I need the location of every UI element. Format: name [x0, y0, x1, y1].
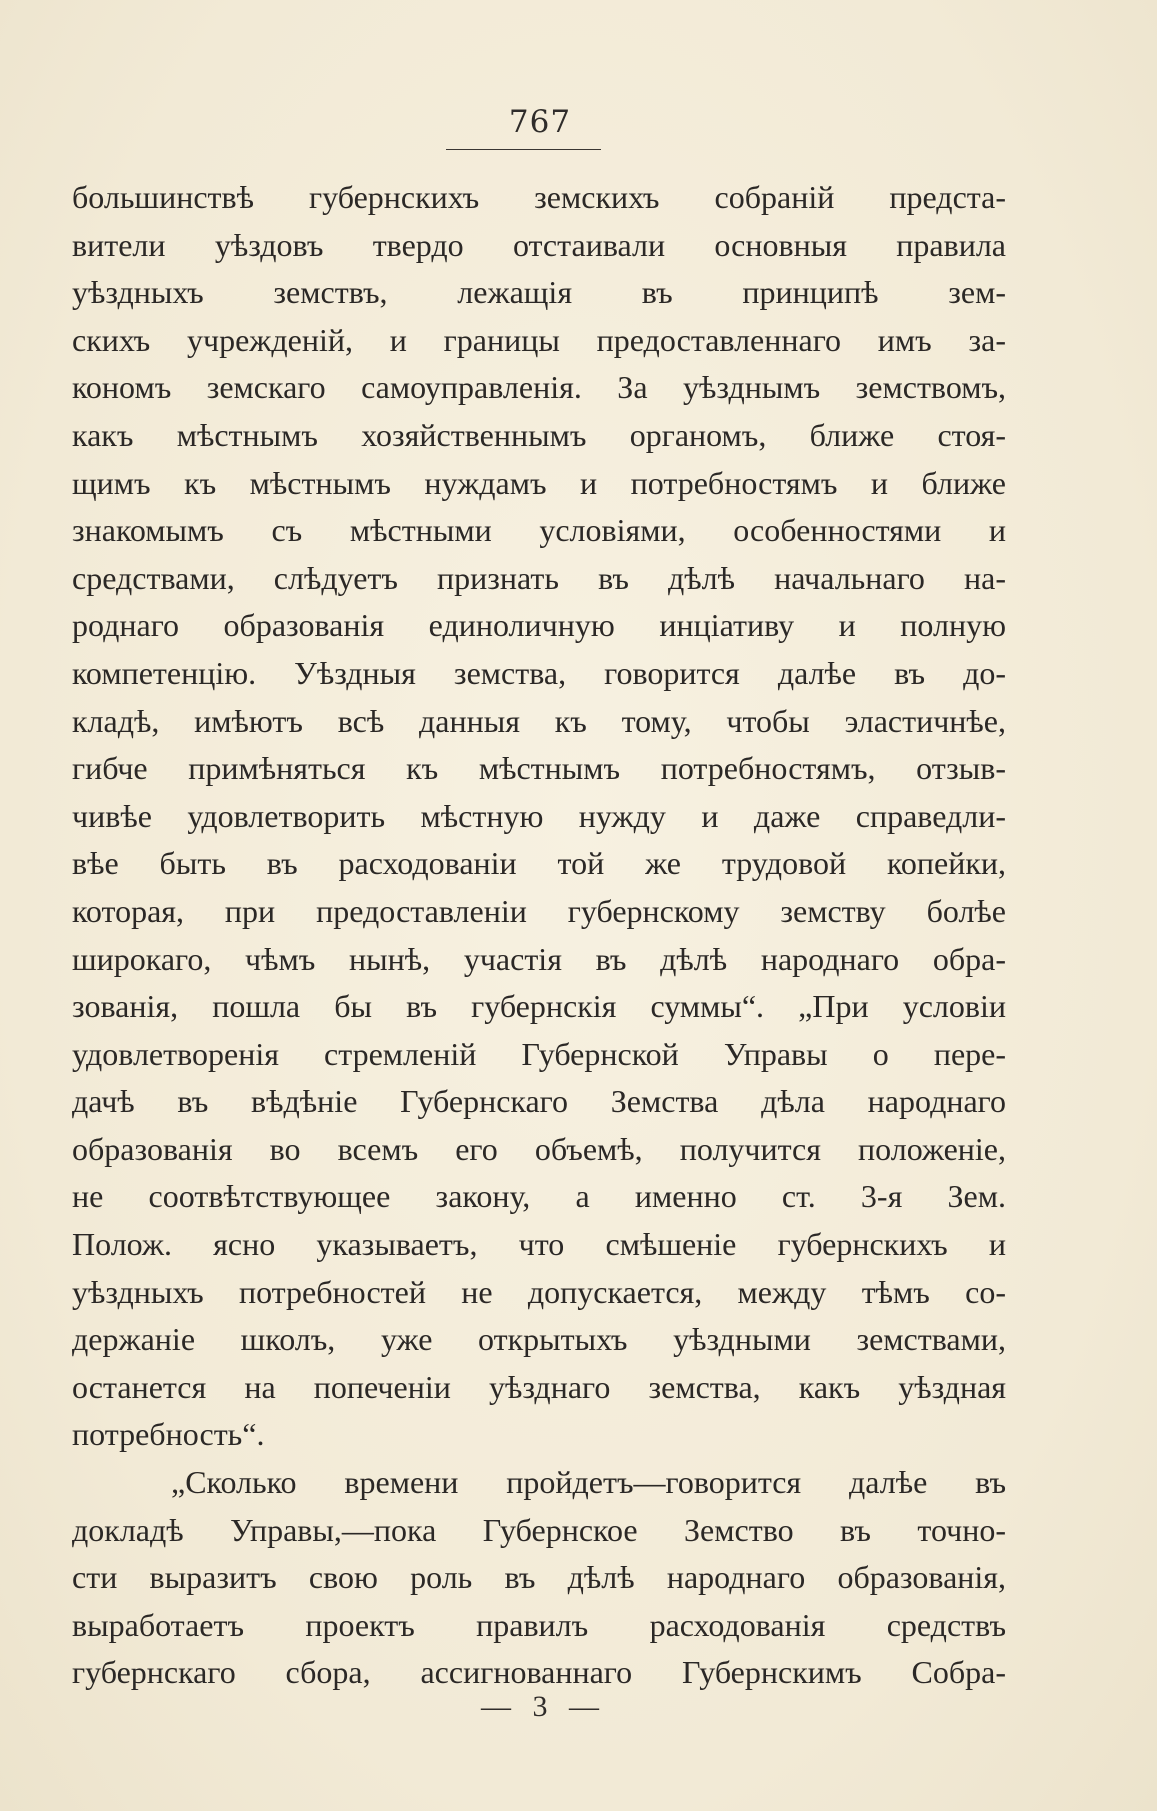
text-line-paragraph-end: потребность“. [72, 1416, 265, 1453]
text-line: выработаетъ проектъ правилъ расходованія средствъ [72, 1606, 1006, 1643]
text-line: большинствѣ губернскихъ земскихъ собраній предста- [72, 179, 1006, 215]
text-line: вѣе быть въ расходованіи той же трудовой копейки, [72, 845, 1006, 882]
text-line: удовлетворенія стремленій Губернской Управы о пере- [72, 1035, 1006, 1072]
text-line: чивѣе удовлетворить мѣстную нужду и даже справедли- [72, 797, 1006, 834]
text-line: кладѣ, имѣютъ всѣ данныя къ тому, чтобы эластичнѣе, [72, 702, 1006, 739]
text-line: зованія, пошла бы въ губернскія суммы“. „При условіи [72, 988, 1006, 1025]
text-line: образованія во всемъ его объемѣ, получится положеніе, [72, 1130, 1006, 1167]
body-text [72, 174, 1006, 1697]
text-line: уѣздныхъ потребностей не допускается, между тѣмъ со- [72, 1273, 1006, 1310]
text-line: вители уѣздовъ твердо отстаивали основныя правила [72, 226, 1006, 263]
text-line: широкаго, чѣмъ нынѣ, участія въ дѣлѣ народнаго обра- [72, 940, 1006, 977]
text-line: роднаго образованія единоличную инціативу и полную [72, 607, 1006, 644]
text-line: докладѣ Управы,—пока Губернское Земство въ точно- [72, 1511, 1006, 1548]
text-line: губернскаго сбора, ассигнованнаго Губернскимъ Собра- [72, 1654, 1006, 1691]
text-line: которая, при предоставленіи губернскому земству болѣе [72, 892, 1006, 929]
text-line: компетенцію. Уѣздныя земства, говорится далѣе въ до- [72, 654, 1006, 691]
text-line: Полож. ясно указываетъ, что смѣшеніе губернскихъ и [72, 1226, 1006, 1263]
text-line: уѣздныхъ земствъ, лежащія въ принципѣ зем- [72, 274, 1006, 311]
text-line-paragraph-start: „Сколько времени пройдетъ—говорится далѣе въ [171, 1464, 1006, 1501]
page-number: 767 [508, 104, 572, 140]
signature-mark: — 3 — [481, 1690, 599, 1723]
text-line: гибче примѣняться къ мѣстнымъ потребностямъ, отзыв- [72, 750, 1006, 787]
text-line: знакомымъ съ мѣстными условіями, особенностями и [72, 512, 1006, 549]
text-line: останется на попеченіи уѣзднаго земства, какъ уѣздная [72, 1368, 1006, 1405]
page-number-rule [446, 149, 601, 150]
text-line: не соотвѣтствующее закону, а именно ст. 3-я Зем. [72, 1178, 1006, 1215]
text-line: сти выразитъ свою роль въ дѣлѣ народнаго образованія, [72, 1559, 1006, 1596]
text-line: средствами, слѣдуетъ признать въ дѣлѣ начальнаго на- [72, 559, 1006, 596]
text-line: держаніе школъ, уже открытыхъ уѣздными земствами, [72, 1321, 1006, 1358]
text-line: щимъ къ мѣстнымъ нуждамъ и потребностямъ и ближе [72, 464, 1006, 501]
text-line: какъ мѣстнымъ хозяйственнымъ органомъ, ближе стоя- [72, 416, 1006, 453]
text-line: дачѣ въ вѣдѣніе Губернскаго Земства дѣла народнаго [72, 1083, 1006, 1120]
text-line: кономъ земскаго самоуправленія. За уѣзднымъ земствомъ, [72, 369, 1006, 406]
text-line: скихъ учрежденій, и границы предоставленнаго имъ за- [72, 321, 1006, 358]
